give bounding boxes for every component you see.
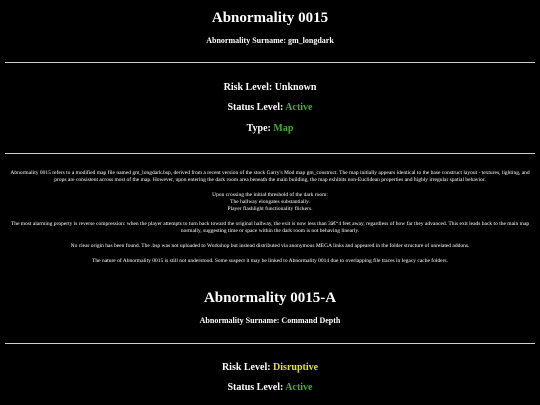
status-level-value: Active — [285, 382, 313, 393]
risk-level-value: Disruptive — [273, 362, 319, 373]
divider — [5, 153, 535, 154]
status-level — [5, 382, 535, 394]
status-level-label: Status Level: — [227, 382, 284, 393]
status-level — [5, 102, 535, 114]
description-paragraph: No clear origin has been found. The .bsp was not uploaded to Workshop but instead distributed via anonymous MEGA links and appeared in the folder structure of unrelated addons. — [70, 243, 470, 249]
type-label: Type: — [246, 123, 271, 134]
status-level-label: Status Level: — [227, 102, 284, 113]
type-value: Map — [273, 123, 294, 134]
description-paragraph: Abnormality 0015 refers to a modified map file named gm_longdark.bsp, derived from a recent version of the stock Garry's Mod map gm_construct. The map initially appears identical to the base construct layout - textures, lighting, and props are consistent across most of the map. However, upon entering the dark room area beneath the main building, the map exhibits non-Euclidean properties and highly irregular spatial behavior. — [10, 170, 530, 183]
risk-level-label: Risk Level: — [223, 82, 273, 93]
description-paragraph — [5, 192, 535, 213]
divider — [5, 62, 535, 63]
divider — [5, 343, 535, 344]
risk-level-value: Unknown — [274, 82, 317, 93]
description-paragraph: The most alarming property is reverse compression: when the player attempts to turn back toward the original hallway, the exit is now less than 3â€“4 feet away, regardless of how far they advanced. This exit leads back to the main map normally, suggesting time or space within the dark room is not behaving linearly. — [10, 221, 530, 234]
risk-level — [5, 362, 535, 374]
description-paragraph: The nature of Abnormality 0015 is still not understood. Some suspect it may be linked to Abnormality 0014 due to overlapping file traces in legacy cache folders. — [92, 258, 448, 264]
risk-level — [5, 82, 535, 94]
risk-level-label: Risk Level: — [221, 362, 271, 373]
description-line: The hallway elongates substantially. — [230, 199, 310, 205]
type — [5, 123, 535, 135]
description-line: Upon crossing the initial threshold of the dark room: — [212, 192, 328, 198]
status-level-value: Active — [285, 102, 313, 113]
page-title: Abnormality 0015 — [211, 10, 329, 26]
abnormality-surname: Abnormality Surname: gm_longdark — [206, 36, 334, 45]
description-line: Player flashlight functionality flickers. — [227, 206, 313, 212]
abnormality-surname: Abnormality Surname: Command Depth — [199, 316, 341, 325]
section-title: Abnormality 0015-A — [203, 290, 337, 306]
